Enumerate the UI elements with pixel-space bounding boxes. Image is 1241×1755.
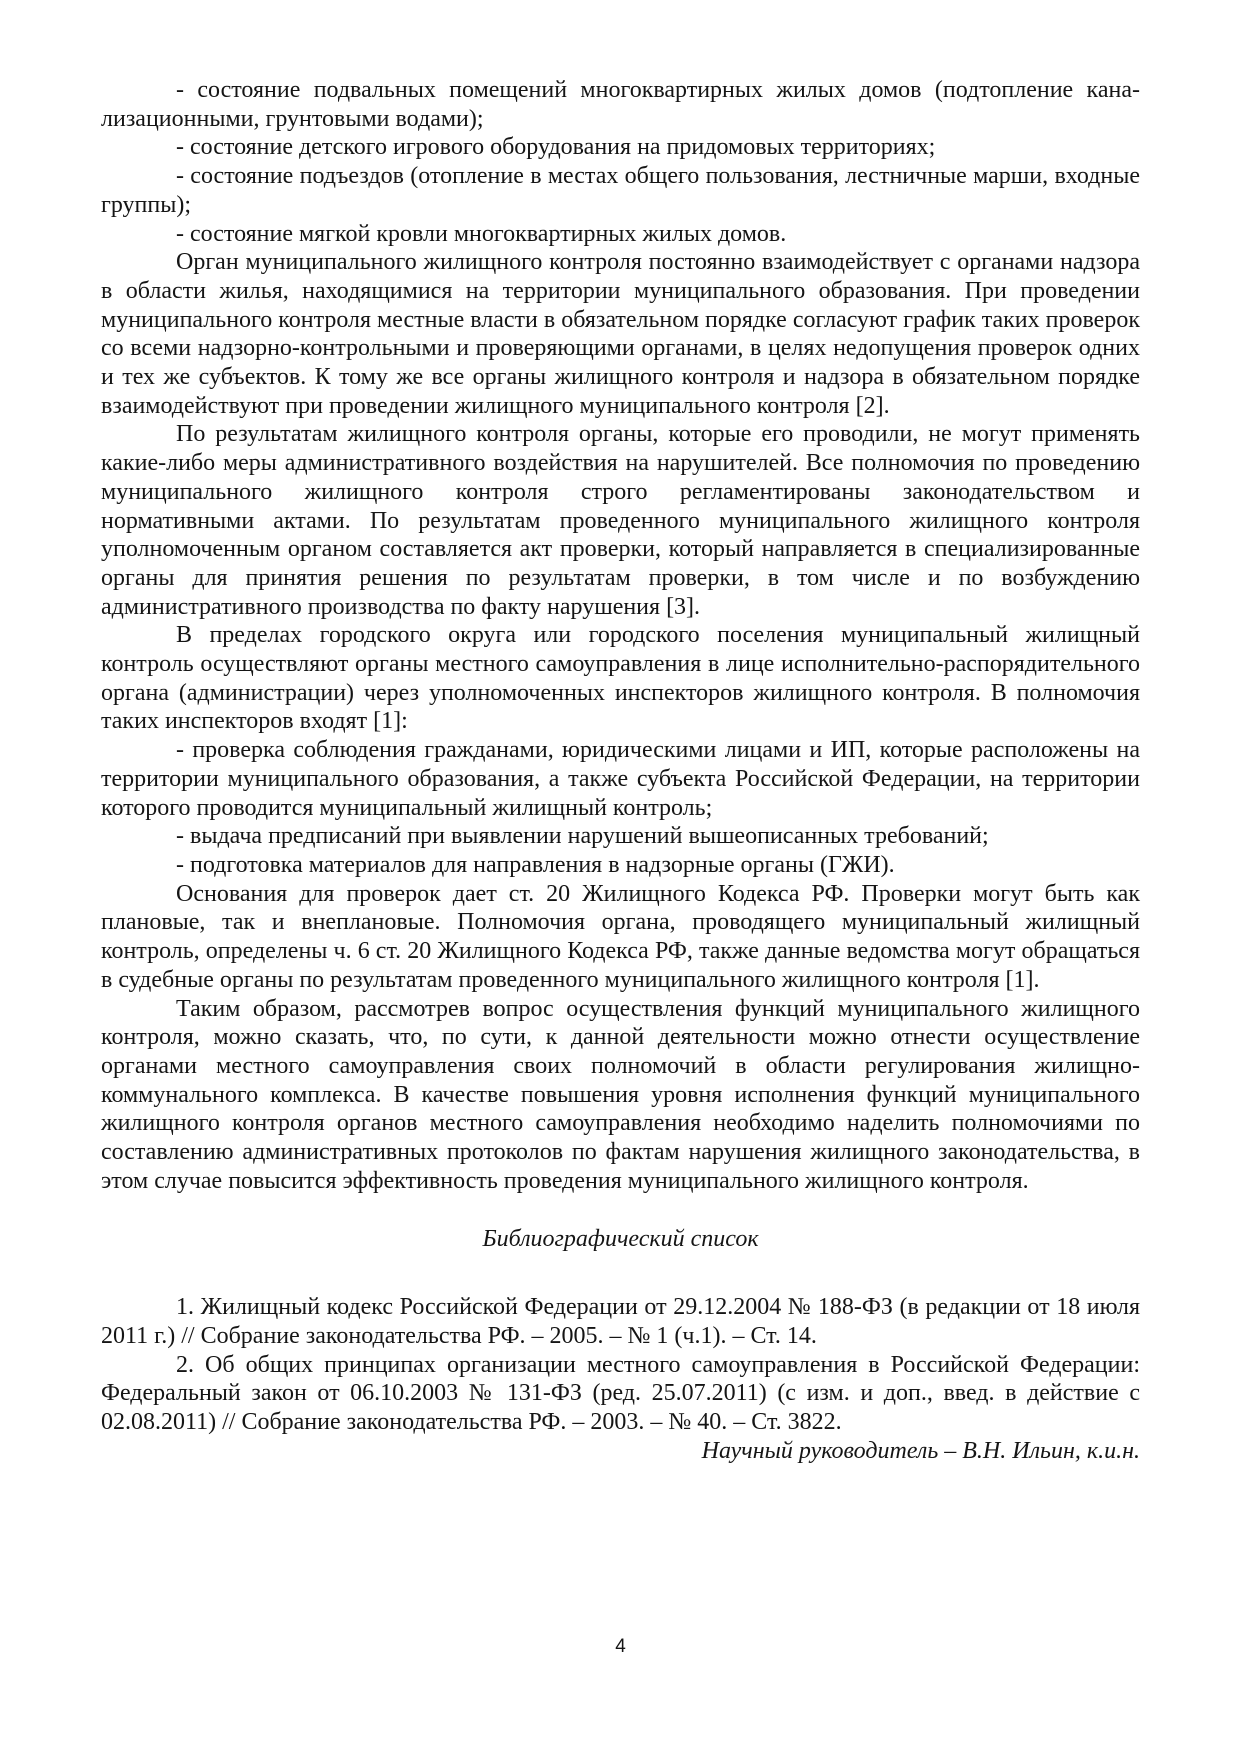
body-paragraph: - выдача предписаний при выявлении нарушений вышеописанных требований;: [176, 823, 989, 850]
body-paragraph: - состояние подъездов (отопление в местах общего пользования, лестничные марши, входные группы);: [101, 163, 1140, 218]
bibliography-heading: Библиографический список: [482, 1226, 759, 1253]
body-paragraph: Таким образом, рассмотрев вопрос осуществления функций муниципального жилищного контроля, можно сказать, что, по сути, к данной деятельности можно отнести осуществление органами местного самоуправления своих полномочий в области регулирования жилищно-коммунального комплекса. В качестве повышения уровня исполнения функций муниципального жилищного контроля органов местного самоуправления необходимо наделить полномочиями по составлению административных протоколов по фактам нарушения жилищного законодательства, в этом случае повысится эффективность проведения муниципального жилищного контроля.: [101, 995, 1140, 1194]
body-paragraph: Основания для проверок дает ст. 20 Жилищного Кодекса РФ. Проверки могут быть как плановые, так и внеплановые. Полномочия органа, проводящего муниципальный жилищный контроль, определены ч. 6 ст. 20 Жилищного Кодекса РФ, также данные ведомства могут обращаться в судебные органы по результатам проведенного муниципального жилищного контроля [1].: [101, 880, 1140, 993]
section-gap: [101, 1195, 1140, 1225]
body-paragraph: - состояние подвальных помещений многоквартирных жилых домов (подтопление канализационными, грунтовыми водами);: [101, 77, 1140, 132]
body-paragraph: В пределах городского округа или городского поселения муниципальный жилищный контроль осуществляют органы местного самоуправления в лице исполнительно-распорядительного органа (администрации) через уполномоченных инспекторов жилищного контроля. В полномочия таких инспекторов входят [1]:: [101, 622, 1140, 735]
supervisor-signature: Научный руководитель – В.Н. Ильин, к.и.н.: [701, 1437, 1140, 1464]
body-paragraph: - подготовка материалов для направления в надзорные органы (ГЖИ).: [176, 851, 895, 878]
body-paragraph: - проверка соблюдения гражданами, юридическими лицами и ИП, которые расположены на территории муниципального образования, а также субъекта Российской Федерации, на территории которого проводится муниципальный жилищный контроль;: [101, 737, 1140, 821]
body-paragraph: - состояние детского игрового оборудования на придомовых территориях;: [176, 134, 936, 161]
bibliography-item: 1. Жилищный кодекс Российской Федерации от 29.12.2004 № 188-ФЗ (в редакции от 18 июля 2011 г.) // Собрание законодательства РФ. – 2005. – № 1 (ч.1). – Ст. 14.: [101, 1294, 1140, 1349]
bibliography-item: 2. Об общих принципах организации местного самоуправления в Российской Федерации: Федеральный закон от 06.10.2003 № 131-ФЗ (ред. 25.07.2011) (с изм. и доп., введ. в действие с 02.08.2011) // Собрание законодательства РФ. – 2003. – № 40. – Ст. 3822.: [101, 1351, 1140, 1435]
body-paragraph: - состояние мягкой кровли многоквартирных жилых домов.: [176, 220, 787, 247]
page-number: 4: [615, 1636, 626, 1657]
body-paragraph: Орган муниципального жилищного контроля постоянно взаимодействует с органами надзора в области жилья, находящимися на территории муниципального образования. При проведении муниципального контроля местные власти в обязательном порядке согласуют график таких проверок со всеми надзорно-контрольными и проверяющими органами, в целях недопущения проверок одних и тех же субъектов. К тому же все органы жилищного контроля и надзора в обязательном порядке взаимодействуют при проведении жилищного муниципального контроля [2].: [101, 249, 1140, 419]
section-gap: [101, 1254, 1140, 1293]
document-page: [101, 76, 1140, 1465]
body-paragraph: По результатам жилищного контроля органы, которые его проводили, не могут применять какие-либо меры административного воздействия на нарушителей. Все полномочия по проведению муниципального жилищного контроля строго регламентированы законодательством и нормативными актами. По результатам проведенного муниципального жилищного контроля уполномоченным органом составляется акт проверки, который направляется в специализированные органы для принятия решения по результатам проверки, в том числе и по возбуждению административного производства по факту нарушения [3].: [101, 421, 1140, 620]
